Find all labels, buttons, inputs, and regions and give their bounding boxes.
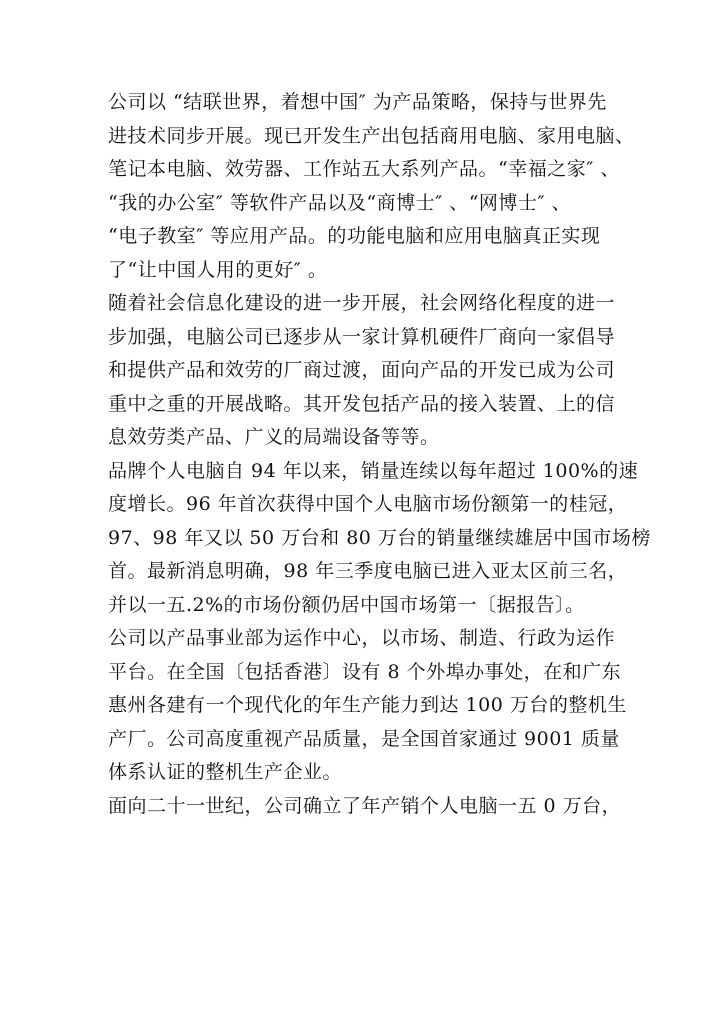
text-line: 步加强，电脑公司已逐步从一家计算机硬件厂商向一家倡导: [108, 325, 616, 348]
text-line: 息效劳类产品、广义的局端设备等等。: [108, 426, 440, 448]
text-line: 重中之重的开展战略。其开发包括产品的接入装置、上的信: [108, 392, 616, 415]
text-line: 随着社会信息化建设的进一步开展，社会网络化程度的进一: [108, 292, 616, 314]
text-line: 和提供产品和效劳的厂商过渡，面向产品的开发已成为公司: [108, 359, 616, 381]
text-line: 了“让中国人用的更好″ 。: [108, 258, 328, 281]
text-line: 产厂。公司高度重视产品质量，是全国首家通过 9001 质量: [108, 727, 620, 750]
text-line: 首。最新消息明确，98 年三季度电脑已进入亚太区前三名，: [108, 560, 628, 582]
text-line: 面向二十一世纪，公司确立了年产销个人电脑一五 0 万台，: [108, 794, 622, 817]
text-line: “我的办公室″ 等软件产品以及“商博士″ 、“网博士″ 、: [108, 191, 572, 214]
text-line: 惠州各建有一个现代化的年生产能力到达 100 万台的整机生: [108, 694, 627, 716]
text-line: 平台。在全国〔包括香港〕设有 8 个外埠办事处，在和广东: [108, 660, 622, 683]
text-line: 进技术同步开展。现已开发生产出包括商用电脑、家用电脑、: [108, 124, 635, 147]
text-line: 体系认证的整机生产企业。: [108, 761, 343, 783]
text-line: 度增长。96 年首次获得中国个人电脑市场份额第一的桂冠，: [108, 493, 628, 515]
text-line: 公司以产品事业部为运作中心，以市场、制造、行政为运作: [108, 627, 616, 649]
text-line: 97、98 年又以 50 万台和 80 万台的销量继续雄居中国市场榜: [108, 526, 651, 549]
text-line: 笔记本电脑、效劳器、工作站五大系列产品。“幸福之家″ 、: [108, 158, 620, 180]
text-line: 品牌个人电脑自 94 年以来，销量连续以每年超过 100%的速: [108, 459, 639, 482]
text-line: “电子教室″ 等应用产品。的功能电脑和应用电脑真正实现: [108, 225, 601, 247]
document-body: [108, 86, 651, 823]
text-line: 公司以 “结联世界，着想中国″ 为产品策略，保持与世界先: [108, 91, 607, 113]
text-line: 并以一五.2%的市场份额仍居中国市场第一〔据报告〕。: [108, 593, 585, 616]
